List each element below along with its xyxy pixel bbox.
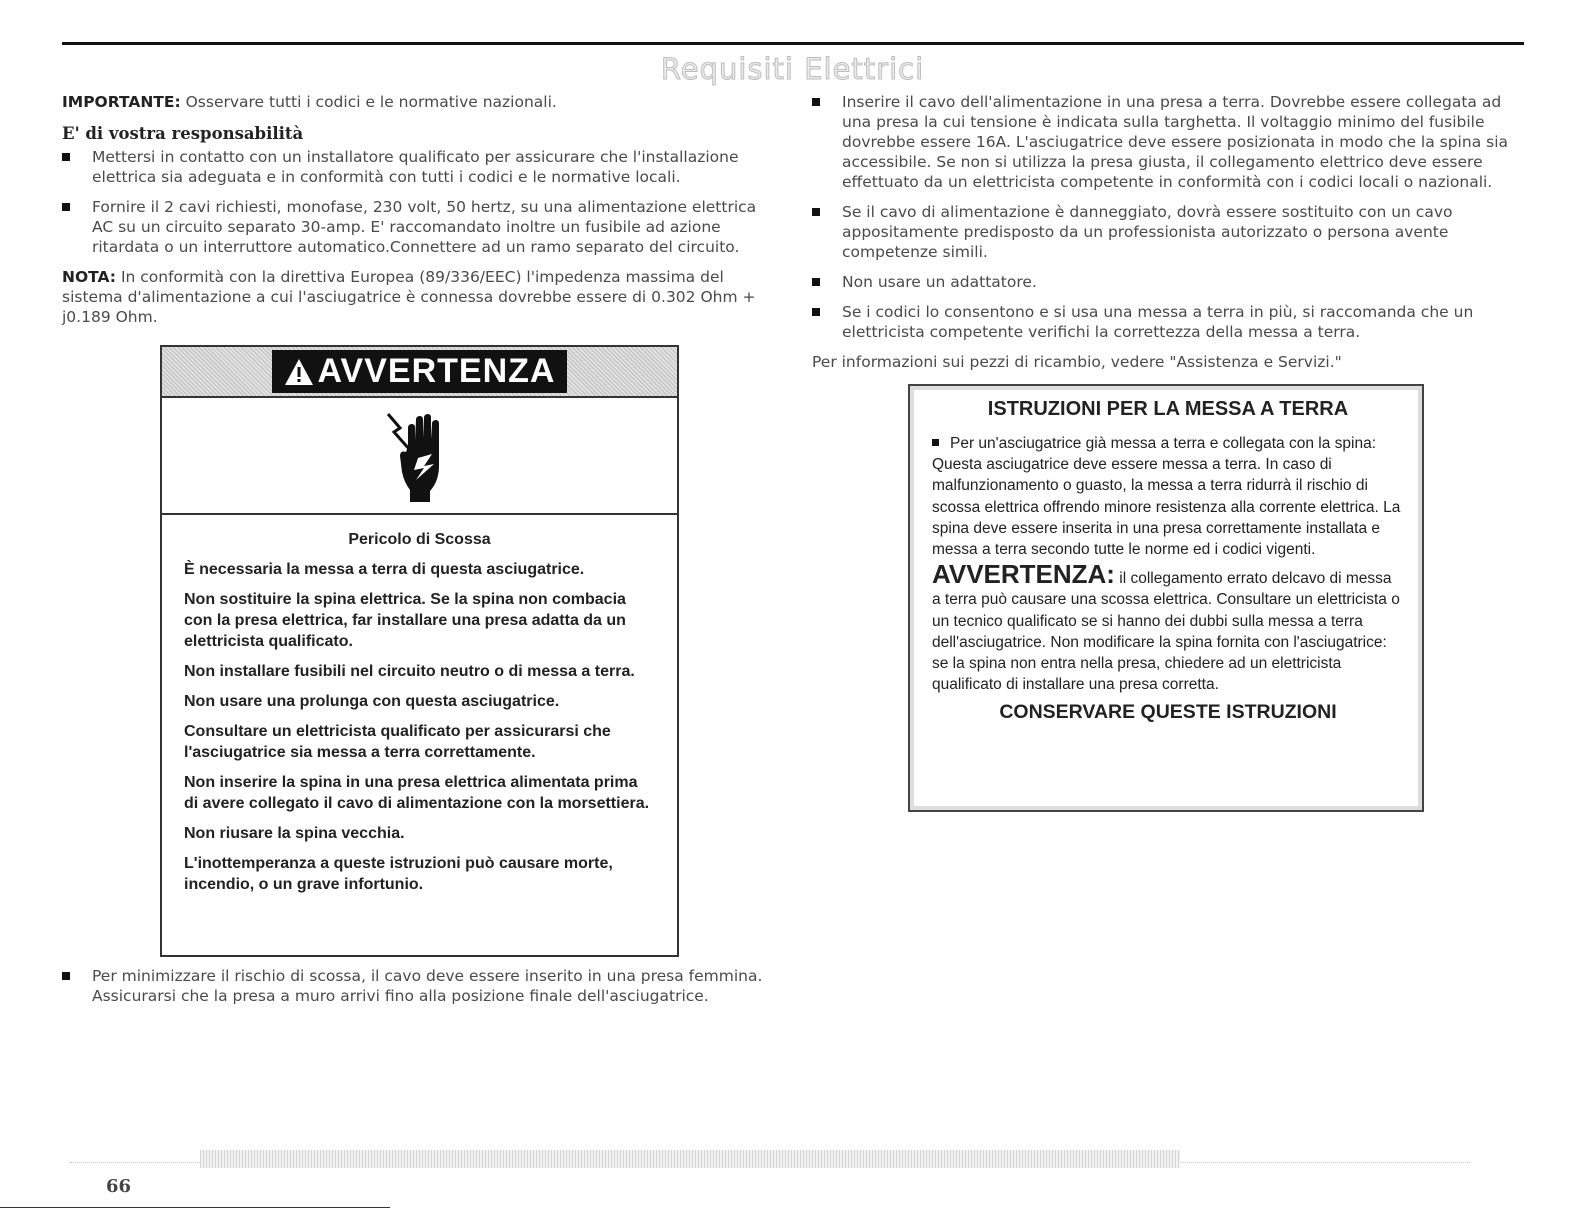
warning-icon-area [162, 398, 677, 515]
warning-triangle-icon [284, 358, 314, 386]
warning-line: Non sostituire la spina elettrica. Se la spina non combacia con la presa elettrica, far installare una presa adatta da un elettricista qualificato. [184, 591, 626, 650]
list-item [812, 92, 1522, 192]
list-item-text: Inserire il cavo dell'alimentazione in una presa a terra. Dovrebbe essere collegata ad una presa la cui tensione è indicata sulla targhetta. Il voltaggio minimo del fusibile dovrebbe essere 16A. L'asciugatrice deve essere posizionata in modo che la spina sia accessibile. Se non si utilizza la presa giusta, il collegamento elettrico deve essere effettuato da un elettricista competente in conformità con i codici locali o nazionali. [842, 93, 1508, 191]
list-item-text: Mettersi in contatto con un installatore qualificato per assicurare che l'installazione elettrica sia adeguata e in conformità con tutti i codici e le normative locali. [92, 148, 739, 186]
list-item-text: Per minimizzare il rischio di scossa, il cavo deve essere inserito in una presa femmina. Assicurarsi che la presa a muro arrivi fino alla posizione finale dell'asciugatrice. [92, 967, 763, 1005]
list-item-text: Non usare un adattatore. [842, 273, 1037, 291]
responsibility-heading: E' di vostra responsabilità [62, 124, 304, 143]
page-title: Requisiti Elettrici [660, 52, 925, 86]
footer-band [200, 1150, 1180, 1168]
bullet-square-icon [62, 972, 70, 980]
bullet-square-icon [812, 98, 820, 106]
list-item [62, 197, 774, 257]
bullet-square-icon [812, 308, 820, 316]
page-number: 66 [106, 1176, 132, 1197]
right-column [812, 92, 1522, 372]
grounding-warning [932, 559, 1404, 695]
important-text: Osservare tutti i codici e le normative nazionali. [180, 93, 557, 111]
save-instructions-heading: CONSERVARE QUESTE ISTRUZIONI [999, 701, 1337, 724]
grounding-title: ISTRUZIONI PER LA MESSA A TERRA [987, 398, 1349, 420]
grounding-bullet [932, 433, 1404, 454]
warning-line: Non usare una prolunga con questa asciugatrice. [184, 693, 560, 710]
grounding-warning-text: il collegamento errato delcavo di messa a terra può causare una scossa elettrica. Consultare un elettricista o un tecnico qualificato se si hanno dei dubbi sulla messa a terra dell'asciugatrice. Non modificare la spina fornita con l'asciugatrice: se la spina non entra nella presa, chiedere ad un elettricista qualificato di installare una presa corretta. [932, 570, 1400, 694]
list-item-text: Se i codici lo consentono e si usa una messa a terra in più, si raccomanda che un elettricista competente verifichi la correttezza della messa a terra. [842, 303, 1474, 341]
list-item [812, 202, 1522, 262]
warning-line: Non inserire la spina in una presa elettrica alimentata prima di avere collegato il cavo di alimentazione con la morsettiera. [184, 774, 650, 812]
bottom-rule [0, 1207, 390, 1208]
bottom-list [62, 966, 774, 1006]
top-rule [62, 42, 1524, 45]
nota-label: NOTA: [62, 268, 117, 286]
warning-line: È necessaria la messa a terra di questa asciugatrice. [184, 561, 585, 578]
warning-box [160, 345, 679, 957]
bullet-square-icon [62, 153, 70, 161]
parts-info: Per informazioni sui pezzi di ricambio, vedere "Assistenza e Servizi." [812, 353, 1342, 371]
list-item [62, 147, 774, 187]
list-item [812, 272, 1522, 292]
nota-text: In conformità con la direttiva Europea (89/336/EEC) l'impedenza massima del sistema d'alimentazione a cui l'asciugatrice è connessa dovrebbe essere di 0.302 Ohm + j0.189 Ohm. [62, 268, 756, 326]
warning-banner [162, 347, 677, 398]
warning-banner-label [272, 350, 568, 393]
grounding-warning-label: AVVERTENZA: [932, 559, 1115, 590]
warning-line: Non installare fusibili nel circuito neutro o di messa a terra. [184, 663, 635, 680]
list-item [62, 966, 774, 1006]
nota-note [62, 267, 774, 327]
warning-heading: Pericolo di Scossa [348, 531, 491, 548]
warning-line: L'inottemperanza a queste istruzioni può causare morte, incendio, o un grave infortunio. [184, 855, 613, 893]
grounding-instructions-box [908, 384, 1424, 812]
bullet-square-icon [812, 208, 820, 216]
electric-shock-hand-icon [380, 406, 460, 506]
warning-line: Consultare un elettricista qualificato per assicurarsi che l'asciugatrice sia messa a terra correttamente. [184, 723, 611, 761]
warning-banner-text: AVVERTENZA [317, 352, 556, 390]
list-item-text: Fornire il 2 cavi richiesti, monofase, 230 volt, 50 hertz, su una alimentazione elettrica AC su un circuito separato 30-amp. E' raccomandato inoltre un fusibile ad azione ritardata o un interruttore automatico.Connettere ad un ramo separato del circuito. [92, 198, 757, 256]
grounding-bullet-text: Per un'asciugatrice già messa a terra e collegata con la spina: [950, 435, 1377, 452]
warning-body [162, 515, 677, 895]
right-list [812, 92, 1522, 342]
list-item-text: Se il cavo di alimentazione è danneggiato, dovrà essere sostituito con un cavo appositamente predisposto da un professionista autorizzato o persona avente competenze simili. [842, 203, 1453, 261]
grounding-paragraph: Questa asciugatrice deve essere messa a terra. In caso di malfunzionamento o guasto, la messa a terra ridurrà il rischio di scossa elettrica offrendo minore resistenza alla corrente elettrica. La spina deve essere inserita in una presa correttamente installata e messa a terra secondo tutte le norme ed i codici vigenti. [932, 456, 1401, 559]
responsibility-list [62, 147, 774, 257]
warning-line: Non riusare la spina vecchia. [184, 825, 405, 842]
list-item [812, 302, 1522, 342]
bullet-square-icon [62, 203, 70, 211]
bullet-square-icon [812, 278, 820, 286]
left-column [62, 92, 774, 327]
important-label: IMPORTANTE: [62, 93, 181, 111]
bullet-square-icon [932, 439, 939, 446]
bottom-bullet [62, 966, 774, 1016]
important-note [62, 92, 774, 112]
